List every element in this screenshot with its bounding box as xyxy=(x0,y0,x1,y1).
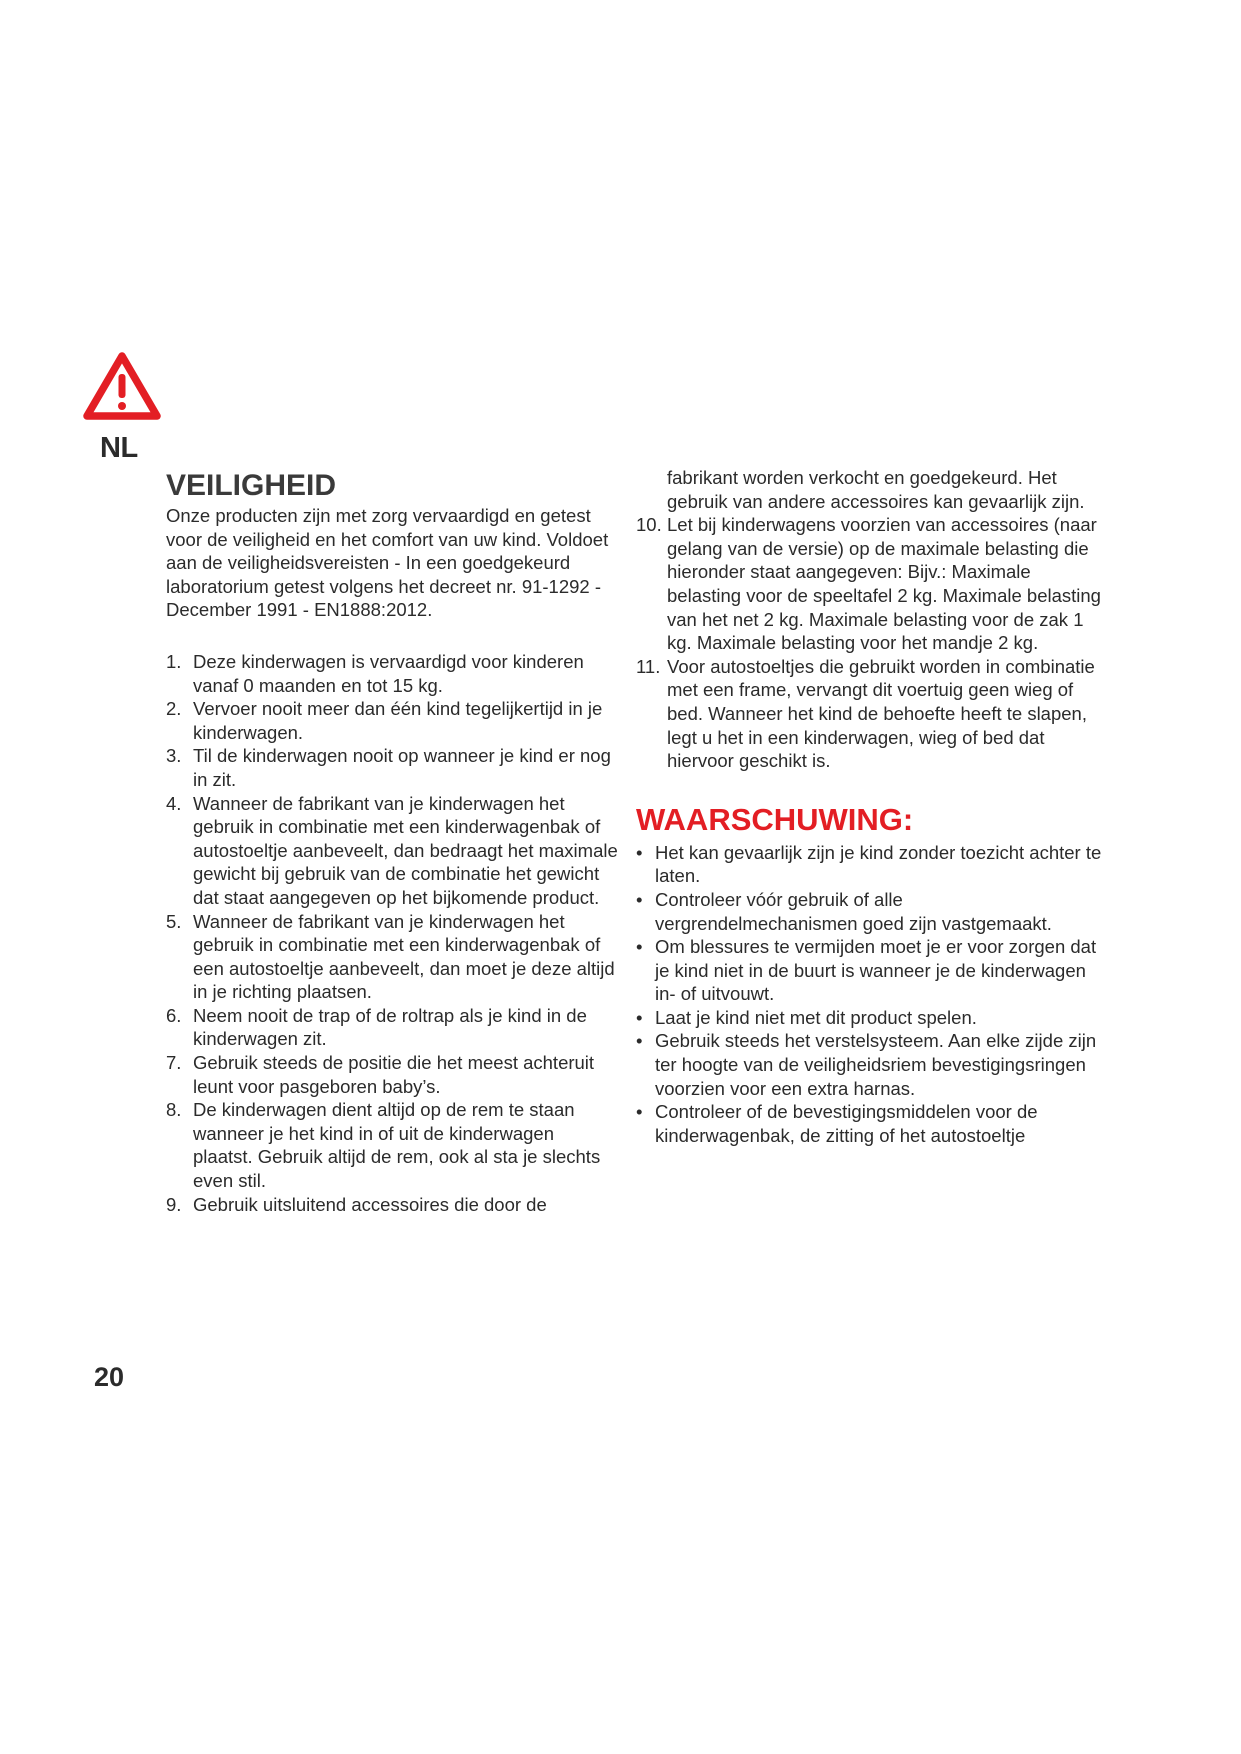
safety-intro: Onze producten zijn met zorg vervaardigd en getest voor de veiligheid en het comfort van uw kind. Voldoet aan de veiligheidsvereisten - In een goedgekeurd laboratorium getest volgens het decreet nr. 91-1292 - December 1991 - EN1888:2012. xyxy=(166,505,609,621)
safety-item-1: 1. Deze kinderwagen is vervaardigd voor kinderen vanaf 0 maanden en tot 15 kg. xyxy=(166,650,584,696)
warning-title: WAARSCHUWING: xyxy=(636,801,914,837)
safety-title: VEILIGHEID xyxy=(166,469,337,502)
safety-item-2: 2. Vervoer nooit meer dan één kind tegelijkertijd in je kinderwagen. xyxy=(166,698,603,743)
left-column xyxy=(166,468,618,1216)
safety-item-7: 7. Gebruik steeds de positie die het meest achteruit leunt voor pasgeboren baby’s. xyxy=(166,1052,595,1097)
safety-item-4: 4. Wanneer de fabrikant van je kinderwagen het gebruik in combinatie met een kinderwagenbak of autostoeltje aanbeveelt, dan bedraagt het maximale gewicht bij gebruik van de combinatie het gewicht dat staat aangegeven op het bijkomende product. xyxy=(166,792,618,908)
safety-item-8: 8. De kinderwagen dient altijd op de rem te staan wanneer je het kind in of uit de kinderwagen plaatst. Gebruik altijd de rem, ook al sta je slechts even stil. xyxy=(166,1099,601,1192)
safety-item-9: 9. Gebruik uitsluitend accessoires die door de xyxy=(166,1193,547,1215)
warning-item: • Controleer vóór gebruik of alle vergrendelmechanismen goed zijn vastgemaakt. xyxy=(636,888,1052,934)
safety-item-3: 3. Til de kinderwagen nooit op wanneer je kind er nog in zit. xyxy=(166,745,611,790)
safety-list-continued xyxy=(636,513,1106,773)
safety-item-9-continued: fabrikant worden verkocht en goedgekeurd. Het gebruik van andere accessoires kan gevaarlijk zijn. xyxy=(667,467,1085,512)
warning-item: • Om blessures te vermijden moet je er voor zorgen dat je kind niet in de buurt is wanneer je de kinderwagen in- of uitvouwt. xyxy=(636,936,1097,1005)
right-column xyxy=(636,466,1106,1147)
warning-item: • Laat je kind niet met dit product spelen. xyxy=(636,1006,977,1028)
safety-item-5: 5. Wanneer de fabrikant van je kinderwagen het gebruik in combinatie met een kinderwagenbak of een autostoeltje aanbeveelt, dan moet je deze altijd in je richting plaatsen. xyxy=(166,910,615,1003)
warning-list xyxy=(636,841,1106,1148)
warning-triangle-icon xyxy=(82,350,162,422)
warning-item: • Het kan gevaarlijk zijn je kind zonder toezicht achter te laten. xyxy=(636,841,1102,887)
warning-item: • Controleer of de bevestigingsmiddelen voor de kinderwagenbak, de zitting of het autostoeltje xyxy=(636,1101,1038,1146)
page-number: 20 xyxy=(94,1362,125,1392)
safety-list xyxy=(166,650,618,1216)
warning-item: • Gebruik steeds het verstelsysteem. Aan elke zijde zijn ter hoogte van de veiligheidsriem bevestigingsringen voorzien voor een extra harnas. xyxy=(636,1030,1097,1099)
language-code: NL xyxy=(100,432,138,464)
safety-item-10: 10. Let bij kinderwagens voorzien van accessoires (naar gelang van de versie) op de maximale belasting die hieronder staat aangegeven: Bijv.: Maximale belasting voor de speeltafel 2 kg. Maximale belasting van het net 2 kg. Maximale belasting voor de zak 1 kg. Maximale belasting voor het mandje 2 kg. xyxy=(636,514,1101,654)
safety-item-6: 6. Neem nooit de trap of de roltrap als je kind in de kinderwagen zit. xyxy=(166,1004,587,1050)
safety-item-11: 11. Voor autostoeltjes die gebruikt worden in combinatie met een frame, vervangt dit voertuig geen wieg of bed. Wanneer het kind de behoefte heeft te slapen, legt u het in een kinderwagen, wieg of bed dat hiervoor geschikt is. xyxy=(636,655,1095,772)
